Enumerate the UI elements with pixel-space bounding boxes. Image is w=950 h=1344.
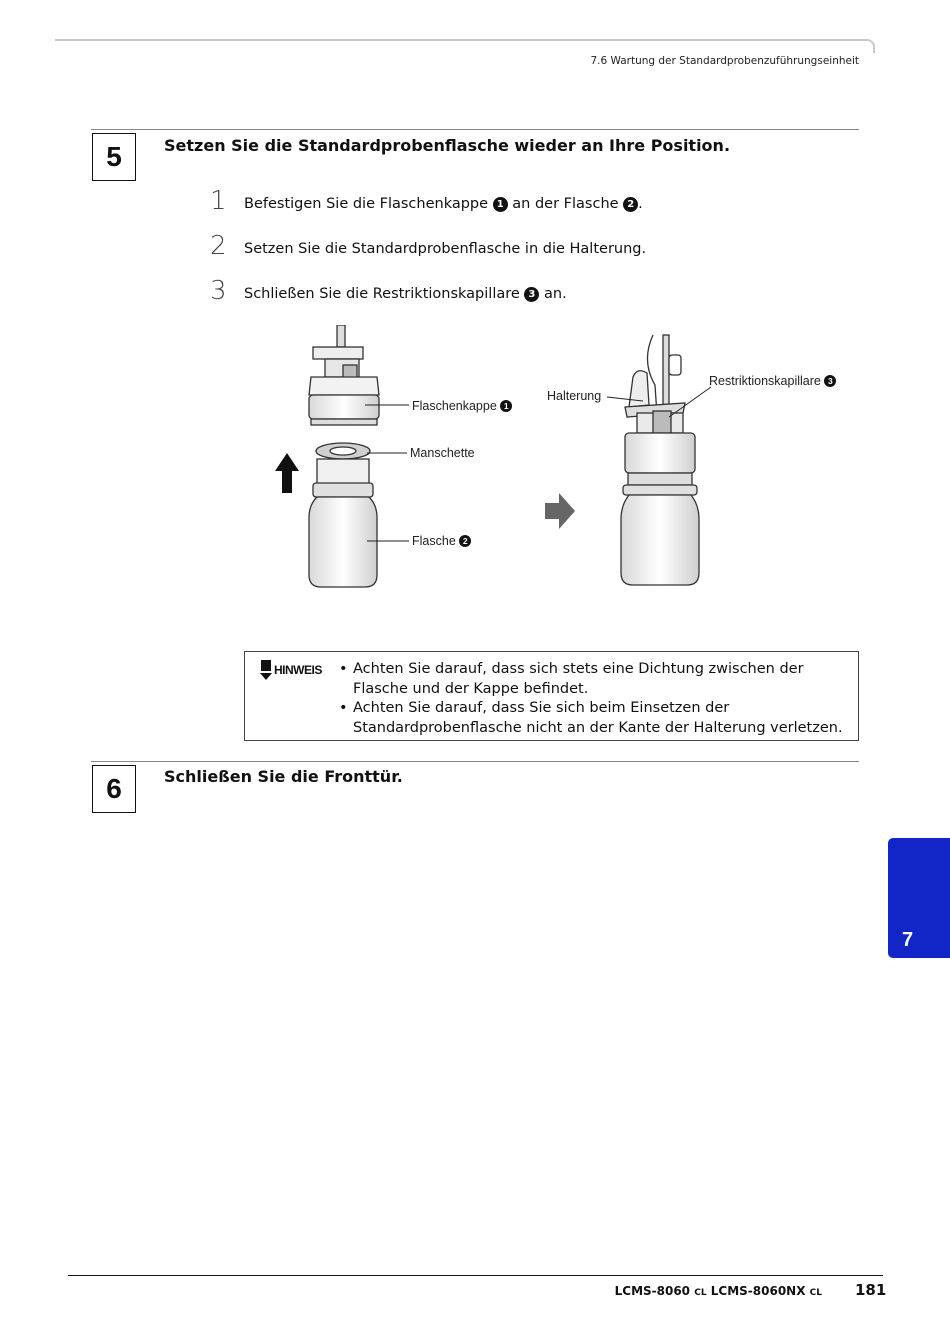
chapter-number: 7 bbox=[902, 929, 914, 951]
header-rule bbox=[55, 39, 875, 53]
sleeve-ring bbox=[316, 443, 370, 459]
footer-model-a: LCMS-8060 bbox=[614, 1284, 691, 1298]
substep-1-text-c: . bbox=[638, 196, 643, 212]
note-label bbox=[260, 660, 322, 680]
label-sleeve: Manschette bbox=[410, 446, 475, 460]
label-bottle-text: Flasche bbox=[412, 534, 456, 548]
label-capillary bbox=[709, 374, 836, 388]
substep-2-text: Setzen Sie die Standardprobenflasche in die Halterung. bbox=[244, 241, 647, 257]
note-pin-icon bbox=[260, 660, 272, 680]
ref-badge-2: 2 bbox=[623, 197, 638, 212]
note-label-text: HINWEIS bbox=[274, 663, 322, 677]
label-cap bbox=[412, 399, 512, 413]
bottle-right bbox=[621, 335, 699, 585]
page-number: 181 bbox=[855, 1281, 887, 1299]
substep-1-text-b: an der Flasche bbox=[507, 196, 624, 212]
footer-model-b: LCMS-8060NX bbox=[710, 1284, 806, 1298]
label-holder: Halterung bbox=[547, 389, 602, 403]
cap-assembly bbox=[309, 325, 379, 425]
substep-2-number: 2 bbox=[210, 231, 227, 261]
chapter-tab[interactable] bbox=[888, 838, 950, 958]
label-bottle bbox=[412, 534, 471, 548]
bottle-left bbox=[309, 459, 377, 587]
note-box bbox=[244, 651, 859, 741]
substep-1-text-a: Befestigen Sie die Flaschenkappe bbox=[244, 196, 493, 212]
step-5-number-box: 5 bbox=[92, 133, 136, 181]
section-title: 7.6 Wartung der Standardprobenzuführungseinheit bbox=[590, 55, 859, 67]
substep-1-text bbox=[244, 196, 643, 212]
label-cap-ref: 1 bbox=[500, 400, 512, 412]
substep-1-number: 1 bbox=[210, 186, 227, 216]
label-bottle-ref: 2 bbox=[459, 535, 471, 547]
bottle-assembly-figure bbox=[245, 325, 855, 615]
note-list bbox=[339, 660, 849, 738]
substep-3-text bbox=[244, 286, 567, 302]
note-item: • Achten Sie darauf, dass sich stets eine Dichtung zwischen der Flasche und der Kappe befindet. bbox=[339, 660, 849, 699]
label-capillary-ref: 3 bbox=[824, 375, 836, 387]
note-item: • Achten Sie darauf, dass Sie sich beim Einsetzen der Standardprobenflasche nicht an der Kante der Halterung verletzen. bbox=[339, 699, 849, 738]
step-5-title: Setzen Sie die Standardprobenflasche wieder an Ihre Position. bbox=[164, 136, 731, 155]
substep-3-number: 3 bbox=[210, 276, 227, 306]
step-6-rule bbox=[91, 761, 859, 762]
footer-cl-b: CL bbox=[809, 1288, 822, 1298]
footer-model bbox=[615, 1284, 822, 1298]
bottle-illustration bbox=[245, 325, 855, 615]
footer-rule bbox=[68, 1275, 883, 1276]
step-6-title: Schließen Sie die Fronttür. bbox=[164, 767, 403, 786]
arrow-up-icon bbox=[275, 453, 299, 493]
substep-3-text-a: Schließen Sie die Restriktionskapillare bbox=[244, 286, 525, 302]
step-6-number-box: 6 bbox=[92, 765, 136, 813]
ref-badge-3: 3 bbox=[524, 287, 539, 302]
label-cap-text: Flaschenkappe bbox=[412, 399, 497, 413]
footer-cl-a: CL bbox=[694, 1288, 707, 1298]
substep-3-text-b: an. bbox=[539, 286, 567, 302]
label-capillary-text: Restriktionskapillare bbox=[709, 374, 821, 388]
step-5-rule bbox=[91, 129, 859, 130]
ref-badge-1: 1 bbox=[493, 197, 508, 212]
arrow-right-icon bbox=[545, 493, 575, 529]
